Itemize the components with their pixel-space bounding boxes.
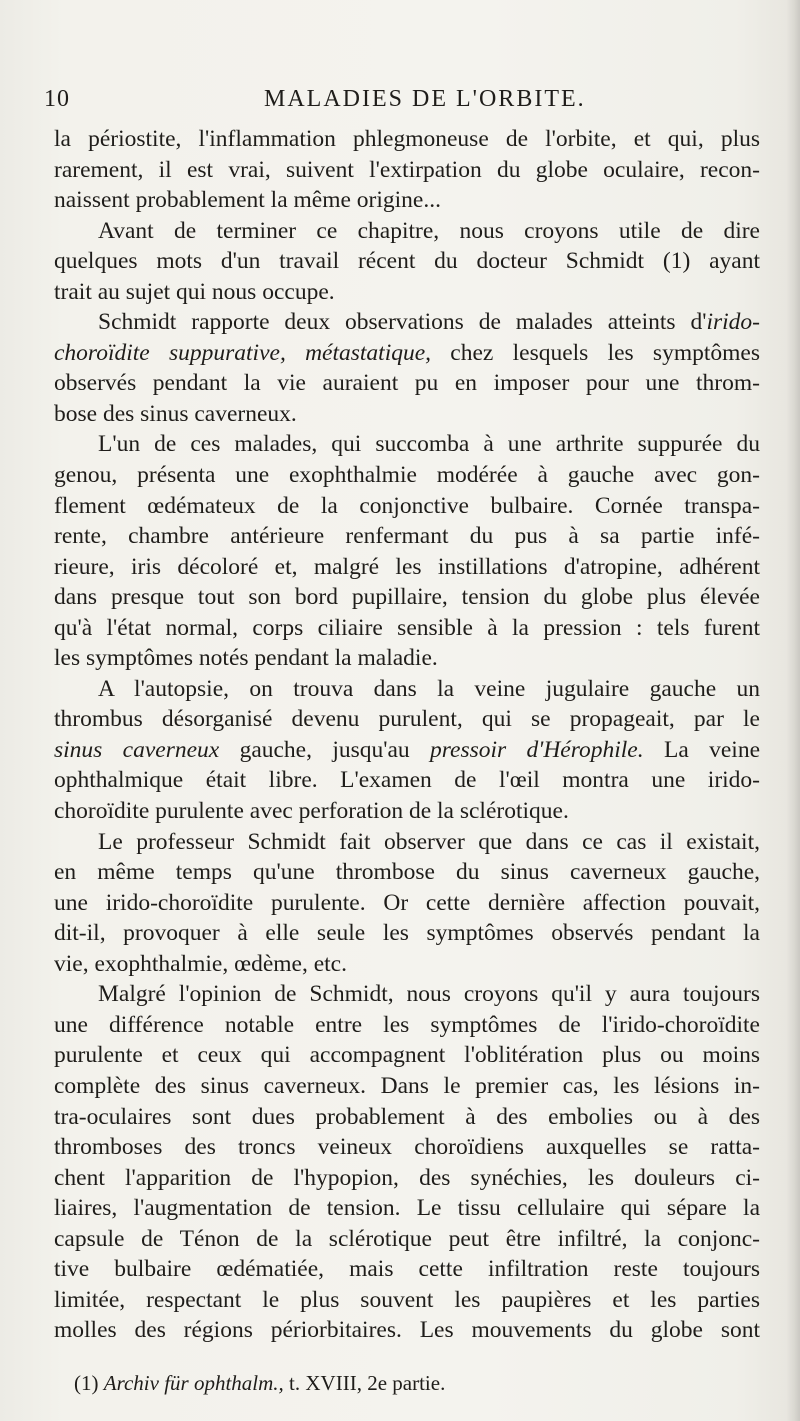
footnote-details: t. XVIII, 2e partie. (289, 1371, 446, 1395)
text-line (54, 338, 760, 369)
text-run: Schmidt rapporte deux observations de malades atteints d' (98, 309, 707, 336)
paragraph-1 (54, 124, 760, 216)
text-line: tra-oculaires sont dues probablement à des embolies ou à des (54, 1103, 760, 1130)
italic-term: choroïdite suppurative, métastatique, (54, 339, 432, 366)
text-run: chez lesquels les symptômes (431, 339, 760, 366)
text-line: rarement, il est vrai, suivent l'extirpation du globe oculaire, recon- (54, 156, 760, 183)
text-line: molles des régions périorbitaires. Les mouvements du globe sont (54, 1317, 760, 1344)
paragraph-5 (54, 674, 760, 827)
text-line: dit-il, provoquer à elle seule les symptômes observés pendant la (54, 920, 760, 947)
text-line: flement œdémateux de la conjonctive bulbaire. Cornée transpa- (54, 492, 760, 519)
text-line: Malgré l'opinion de Schmidt, nous croyons qu'il y aura toujours (98, 981, 760, 1008)
paragraph-6 (54, 827, 760, 980)
text-line: genou, présenta une exophthalmie modérée à gauche avec gon- (54, 462, 760, 489)
text-line: rente, chambre antérieure renfermant du pus à sa partie infé- (54, 523, 760, 550)
footnote (74, 1371, 445, 1396)
text-line: trait au sujet qui nous occupe. (54, 278, 335, 305)
text-line: une irido-choroïdite purulente. Or cette dernière affection pouvait, (54, 889, 760, 916)
text-line: Avant de terminer ce chapitre, nous croyons utile de dire (98, 217, 760, 244)
text-line: thromboses des troncs veineux choroïdiens auxquelles se ratta- (54, 1134, 760, 1161)
text-line: L'un de ces malades, qui succomba à une arthrite suppurée du (98, 431, 760, 458)
text-line: qu'à l'état normal, corps ciliaire sensible à la pression : tels furent (54, 614, 760, 641)
text-line: liaires, l'augmentation de tension. Le tissu cellulaire qui sépare la (54, 1195, 760, 1222)
text-line: observés pendant la vie auraient pu en imposer pour une throm- (54, 370, 760, 397)
text-line: chent l'apparition de l'hypopion, des synéchies, les douleurs ci- (54, 1164, 760, 1191)
text-line: la périostite, l'inflammation phlegmoneuse de l'orbite, et qui, plus (54, 126, 760, 152)
text-run: La veine (643, 736, 760, 763)
text-line: en même temps qu'une thrombose du sinus caverneux gauche, (54, 859, 760, 886)
text-line: ophthalmique était libre. L'examen de l'œil montra une irido- (54, 767, 760, 794)
running-head (44, 86, 764, 120)
paragraph-4 (54, 429, 760, 673)
text-line: vie, exophthalmie, œdème, etc. (54, 950, 347, 977)
text-line: naissent probablement la même origine... (54, 187, 441, 214)
text-line: les symptômes notés pendant la maladie. (54, 645, 438, 672)
text-line: thrombus désorganisé devenu purulent, qui se propageait, par le (54, 706, 760, 733)
paragraph-2 (54, 216, 760, 308)
text-line: choroïdite purulente avec perforation de la sclérotique. (54, 798, 569, 825)
italic-term: irido- (706, 309, 760, 336)
text-line: limitée, respectant le plus souvent les paupières et les parties (54, 1286, 760, 1313)
text-line: purulente et ceux qui accompagnent l'oblitération plus ou moins (54, 1042, 760, 1069)
text-line (54, 735, 760, 766)
italic-term: sinus caverneux (54, 736, 220, 763)
italic-term: pressoir d'Hérophile. (430, 736, 644, 763)
text-line: tive bulbaire œdématiée, mais cette infiltration reste toujours (54, 1256, 760, 1283)
running-title: MALADIES DE L'ORBITE. (264, 86, 586, 112)
text-line: Le professeur Schmidt fait observer que dans ce cas il existait, (98, 828, 760, 855)
text-line: bose des sinus caverneux. (54, 400, 297, 427)
paragraph-3 (54, 307, 760, 429)
text-run: gauche, jusqu'au (219, 736, 431, 763)
text-line: complète des sinus caverneux. Dans le premier cas, les lésions in- (54, 1072, 760, 1099)
text-line: rieure, iris décoloré et, malgré les instillations d'atropine, adhérent (54, 553, 760, 580)
text-line: quelques mots d'un travail récent du docteur Schmidt (1) ayant (54, 248, 760, 275)
page-number: 10 (44, 86, 70, 112)
text-line: dans presque tout son bord pupillaire, tension du globe plus élevée (54, 584, 760, 611)
text-line: une différence notable entre les symptômes de l'irido-choroïdite (54, 1011, 760, 1038)
text-line: A l'autopsie, on trouva dans la veine jugulaire gauche un (98, 675, 760, 702)
footnote-source: Archiv für ophthalm., (103, 1371, 284, 1395)
text-line: capsule de Ténon de la sclérotique peut être infiltré, la conjonc- (54, 1225, 760, 1252)
body-text (54, 124, 760, 1346)
text-line (54, 307, 760, 338)
paragraph-7 (54, 979, 760, 1346)
page-edge-shadow (786, 0, 800, 1421)
footnote-marker: (1) (74, 1371, 99, 1395)
